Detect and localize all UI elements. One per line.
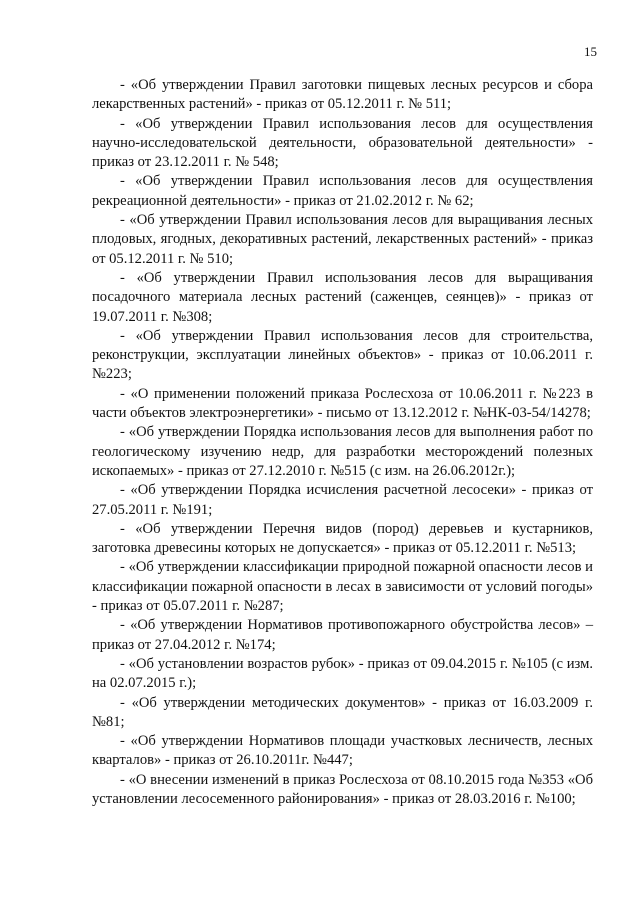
- list-item-power-objects: - «О применении положений приказа Рослесхоза от 10.06.2011 г. №223 в части объектов электроэнергетики» - письмо от 13.12.2012 г. №НК-03-54/14278;: [92, 385, 593, 422]
- list-item-seed-zoning: - «О внесении изменений в приказ Рослесхоза от 08.10.2015 года №353 «Об установлении лесосеменного районирования» - приказ от 28.03.2016 г. №100;: [92, 771, 593, 807]
- page-number: 15: [584, 44, 597, 59]
- list-item-seedlings: - «Об утверждении Правил использования лесов для выращивания посадочного материала лесных растений (саженцев, сеянцев)» - приказ от 19.07.2011 г. №308;: [92, 269, 593, 325]
- list-item-research-use: - «Об утверждении Правил использования лесов для осуществления научно-исследовательской деятельности, образовательной деятельности» - приказ от 23.12.2011 г. № 548;: [92, 115, 593, 171]
- list-item-land-resources: - «Об утверждении Правил заготовки пищевых лесных ресурсов и сбора лекарственных растений» - приказ от 05.12.2011 г. № 511;: [92, 77, 593, 113]
- list-item-fire-classification: - «Об утверждении классификации природной пожарной опасности лесов и классификации пожарной опасности в лесах в зависимости от условий погоды» - приказ от 05.07.2011 г. №287;: [92, 559, 593, 615]
- list-item-protected-species: - «Об утверждении Перечня видов (пород) деревьев и кустарников, заготовка древесины которых не допускается» - приказ от 05.12.2011 г. №513;: [92, 520, 593, 557]
- list-item-recreation-use: - «Об утверждении Правил использования лесов для осуществления рекреационной деятельности» - приказ от 21.02.2012 г. № 62;: [92, 173, 593, 209]
- document-body: [92, 76, 593, 809]
- list-item-fire-norms: - «Об утверждении Нормативов противопожарного обустройства лесов» – приказ от 27.04.2012 г. №174;: [92, 617, 593, 653]
- list-item-cutting-calculation: - «Об утверждении Порядка исчисления расчетной лесосеки» - приказ от 27.05.2011 г. №191;: [92, 482, 593, 518]
- list-item-linear-objects: - «Об утверждении Правил использования лесов для строительства, реконструкции, эксплуатации линейных объектов» - приказ от 10.06.2011 г. №223;: [92, 327, 593, 383]
- list-item-forestry-area-norms: - «Об утверждении Нормативов площади участковых лесничеств, лесных кварталов» - приказ от 26.10.2011г. №447;: [92, 733, 593, 769]
- list-item-plant-growing: - «Об утверждении Правил использования лесов для выращивания лесных плодовых, ягодных, декоративных растений, лекарственных растений» - приказ от 05.12.2011 г. № 510;: [92, 212, 593, 267]
- list-item-cutting-ages: - «Об установлении возрастов рубок» - приказ от 09.04.2015 г. №105 (с изм. на 02.07.2015 г.);: [92, 655, 593, 692]
- list-item-methodical-docs: - «Об утверждении методических документов» - приказ от 16.03.2009 г. №81;: [92, 694, 593, 730]
- list-item-geology-works: - «Об утверждении Порядка использования лесов для выполнения работ по геологическому изучению недр, для разработки месторождений полезных ископаемых» - приказ от 27.12.2010 г. №515 (с изм. на 26.06.2012г.);: [92, 424, 593, 479]
